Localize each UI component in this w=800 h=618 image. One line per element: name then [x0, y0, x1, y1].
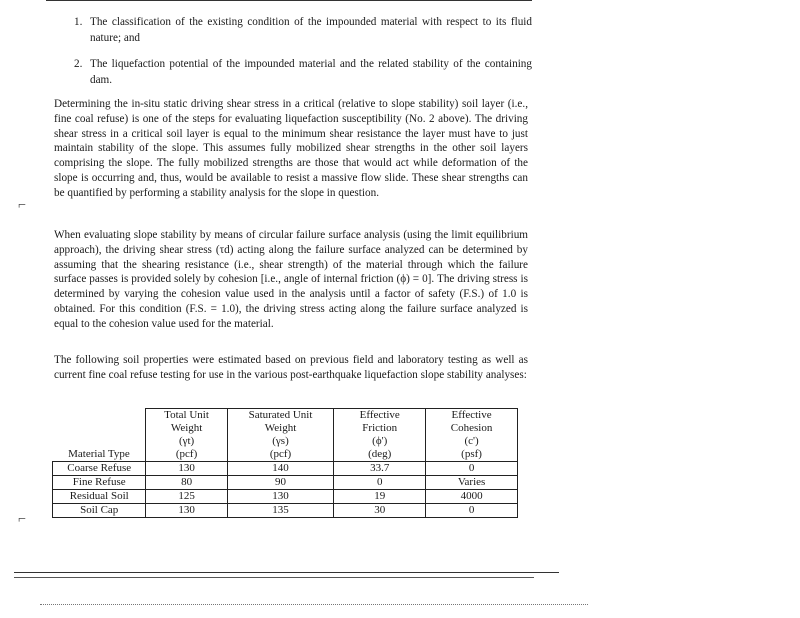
margin-bracket-icon: ⌐: [18, 198, 26, 213]
table-cell: 80: [146, 476, 227, 490]
list-number: 1.: [74, 16, 83, 28]
table-row: [53, 462, 518, 476]
table-cell: Soil Cap: [53, 504, 146, 518]
header-material-type: Material Type: [53, 409, 146, 462]
footer-rule: [14, 572, 559, 573]
table-row: [53, 490, 518, 504]
header-total-unit-weight: Total Unit Weight (γt) (pcf): [146, 409, 227, 462]
table-cell: 0: [426, 504, 518, 518]
header-saturated-unit-weight: Saturated Unit Weight (γs) (pcf): [227, 409, 334, 462]
table-cell: 33.7: [334, 462, 426, 476]
table-cell: 130: [146, 462, 227, 476]
table-cell: 0: [426, 462, 518, 476]
paragraph-slope-stability: When evaluating slope stability by means of circular failure surface analysis (using the limit equilibrium approach), the driving shear stress (τd) acting along the failure surface analyzed can be determined by assuming that the shearing resistance (i.e., shear strength) of the material through which the failure surface passes is provided solely by cohesion [i.e., angle of internal friction (ϕ) = 0]. The driving stress is determined by varying the cohesion value used in the analysis until a factor of safety (F.S.) of 1.0 is obtained. For this condition (F.S. = 1.0), the driving stress acting along the failure surface analyzed is equal to the cohesion value used for the material.: [54, 229, 528, 330]
header-effective-friction: Effective Friction (ϕ') (deg): [334, 409, 426, 462]
soil-properties-table: [52, 408, 518, 518]
paragraph-soil-properties: The following soil properties were estimated based on previous field and laboratory testing as well as current fine coal refuse testing for use in the various post-earthquake liquefaction slope stability analyses:: [54, 354, 528, 381]
table-cell: 140: [227, 462, 334, 476]
table-row: [53, 504, 518, 518]
table-cell: 90: [227, 476, 334, 490]
table-cell: 4000: [426, 490, 518, 504]
table-cell: 125: [146, 490, 227, 504]
footer-rule: [14, 577, 534, 578]
list-text: The classification of the existing condition of the impounded material with respect to its fluid nature; and: [90, 16, 532, 44]
table-cell: Coarse Refuse: [53, 462, 146, 476]
table-cell: 130: [146, 504, 227, 518]
margin-bracket-icon: ⌐: [18, 512, 26, 527]
table-row: [53, 476, 518, 490]
table-cell: 30: [334, 504, 426, 518]
table-cell: 135: [227, 504, 334, 518]
top-rule: [46, 0, 532, 1]
list-text: The liquefaction potential of the impounded material and the related stability of the containing dam.: [90, 58, 532, 86]
table-cell: Residual Soil: [53, 490, 146, 504]
paragraph-shear-stress: Determining the in-situ static driving shear stress in a critical (relative to slope stability) soil layer (i.e., fine coal refuse) is one of the steps for evaluating liquefaction susceptibility (No. 2 above). The driving shear stress in a critical soil layer is equal to the minimum shear resistance the layer must have to just maintain stability of the slope. This assumes fully mobilized shear strengths in the other soil layers comprising the slope. The fully mobilized strengths are those that would act while deformation of the slope is occurring and, thus, would be available to resist a massive flow slide. These shear strengths can be quantified by performing a stability analysis for the slope in question.: [54, 98, 528, 199]
table-cell: 0: [334, 476, 426, 490]
table-cell: 130: [227, 490, 334, 504]
table-cell: Fine Refuse: [53, 476, 146, 490]
table-cell: 19: [334, 490, 426, 504]
table-cell: Varies: [426, 476, 518, 490]
header-effective-cohesion: Effective Cohesion (c') (psf): [426, 409, 518, 462]
list-number: 2.: [74, 58, 83, 70]
footer-dotted-rule: [40, 604, 588, 605]
